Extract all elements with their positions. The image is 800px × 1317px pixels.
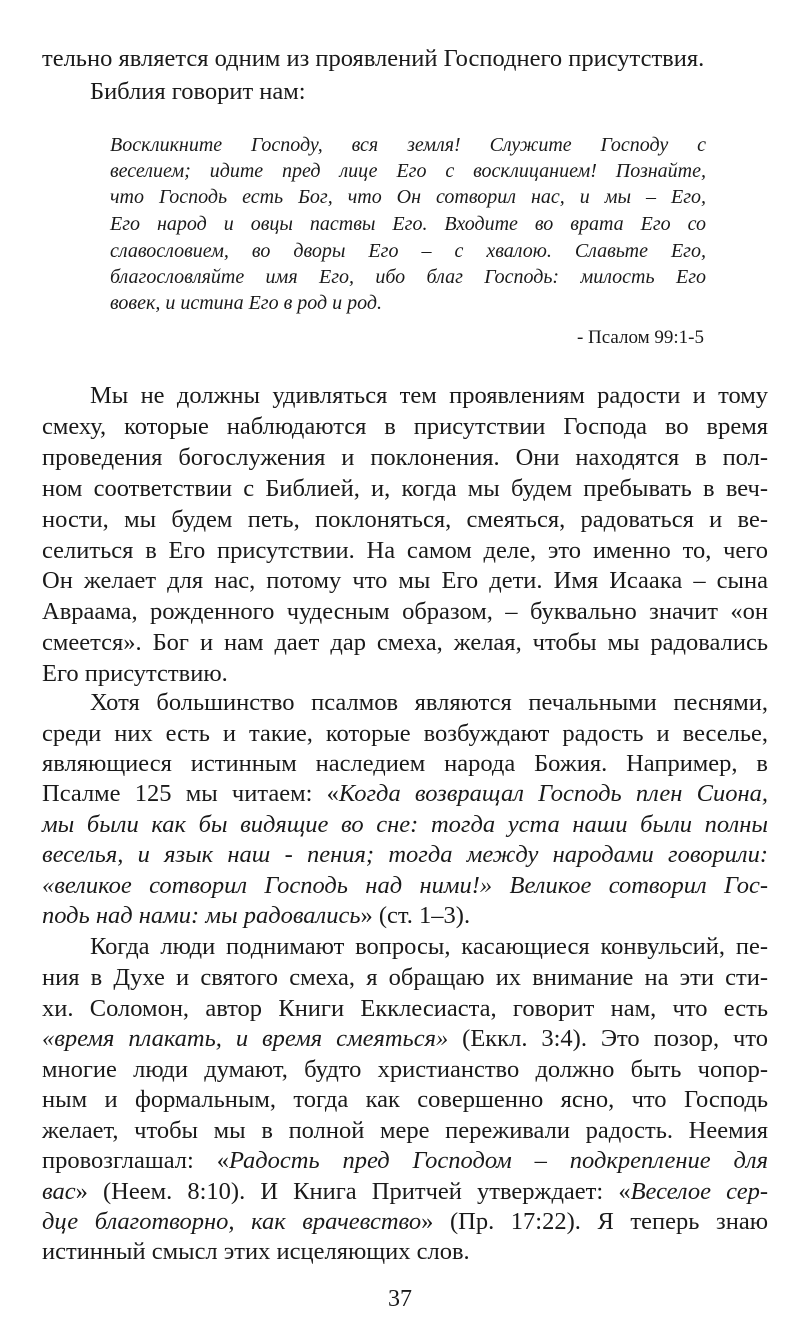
text-line: смеется». Бог и нам дает дар смеха, желая, чтобы мы радовались [42, 629, 768, 656]
text-line: селиться в Его присутствии. На самом деле, это именно то, чего [42, 537, 768, 564]
text-line [42, 810, 768, 840]
text-line: Авраама, рожденного чудесным образом, – буквально значит «он [42, 598, 768, 625]
text-line: Хотя большинство псалмов являются печальными песнями, [90, 689, 768, 716]
quote-line: что Господь есть Бог, что Он сотворил нас, и мы – Его, [110, 186, 706, 208]
italic-span: вас [42, 1178, 76, 1205]
text-line [42, 1024, 768, 1054]
text-span: » (Неем. 8:10). И Книга Притчей утверждает: « [75, 1178, 631, 1205]
text-span: » (Пр. 17:22). Я теперь знаю [421, 1208, 768, 1235]
italic-span: «великое сотворил Господь над ними!» Великое сотворил Гос- [42, 872, 768, 899]
text-line: хи. Соломон, автор Книги Екклесиаста, говорит нам, что есть [42, 995, 768, 1022]
text-line: являющиеся истинным наследием народа Божия. Например, в [42, 750, 768, 777]
text-span: провозглашал: « [42, 1147, 229, 1174]
quote-line: Его народ и овцы паствы Его. Входите во врата Его со [110, 213, 706, 235]
text-line: тельно является одним из проявлений Господнего присутствия. [42, 45, 705, 72]
page-number: 37 [388, 1286, 412, 1312]
quote-line: благословляйте имя Его, ибо благ Господь: милость Его [110, 266, 706, 288]
italic-span: подь над нами: мы радовались [42, 902, 361, 929]
quote-line: Воскликните Господу, вся земля! Служите Господу с [110, 134, 706, 156]
italic-span: «время плакать, и время смеяться» [42, 1025, 449, 1052]
text-line: ния в Духе и святого смеха, я обращаю их внимание на эти сти- [42, 964, 768, 991]
text-line: проведения богослужения и поклонения. Они находятся в пол- [42, 444, 768, 471]
text-line: желает, чтобы мы в полной мере переживали радость. Неемия [42, 1117, 768, 1144]
text-line [42, 840, 768, 870]
text-line [42, 1177, 768, 1207]
text-line: ности, мы будем петь, поклоняться, смеяться, радоваться и ве- [42, 506, 768, 533]
text-span: Псалме 125 мы читаем: « [42, 780, 339, 807]
italic-span: Радость пред Господом – подкрепление для [228, 1147, 768, 1174]
italic-span: мы были как бы видящие во сне: тогда уста наши были полны [42, 811, 768, 838]
text-line: смеху, которые наблюдаются в присутствии Господа во время [42, 413, 768, 440]
text-line: ном соответствии с Библией, и, когда мы будем пребывать в веч- [42, 475, 768, 502]
text-line: среди них есть и такие, которые возбуждают радость и веселье, [42, 720, 768, 747]
text-span: » (ст. 1–3). [360, 902, 471, 929]
text-line [42, 1146, 768, 1176]
italic-span: дце благотворно, как врачевство [42, 1208, 422, 1235]
text-line: Библия говорит нам: [90, 78, 306, 105]
text-line: истинный смысл этих исцеляющих слов. [42, 1238, 470, 1265]
text-line: Когда люди поднимают вопросы, касающиеся конвульсий, пе- [90, 933, 768, 960]
italic-span: веселья, и язык наш - пения; тогда между народами говорили: [42, 841, 768, 868]
text-span: (Еккл. 3:4). Это позор, что [448, 1025, 769, 1052]
text-line [42, 871, 768, 901]
text-line: ным и формальным, тогда как совершенно ясно, что Господь [42, 1086, 768, 1113]
text-line [42, 779, 768, 809]
text-line: многие люди думают, будто христианство должно быть чопор- [42, 1056, 768, 1083]
quote-citation: - Псалом 99:1-5 [576, 327, 704, 348]
quote-line: веселием; идите пред лице Его с восклицанием! Познайте, [110, 160, 706, 182]
quote-line: славословием, во дворы Его – с хвалою. Славьте Его, [110, 240, 706, 262]
quote-line: вовек, и истина Его в род и род. [110, 292, 382, 314]
italic-span: Когда возвращал Господь плен Сиона, [338, 780, 768, 807]
text-line [42, 901, 768, 931]
italic-span: Веселое сер- [630, 1178, 768, 1205]
text-line: Он желает для нас, потому что мы Его дети. Имя Исаака – сына [42, 567, 768, 594]
text-line: Его присутствию. [42, 660, 228, 687]
text-line: Мы не должны удивляться тем проявлениям радости и тому [90, 382, 768, 409]
text-line [42, 1207, 768, 1237]
